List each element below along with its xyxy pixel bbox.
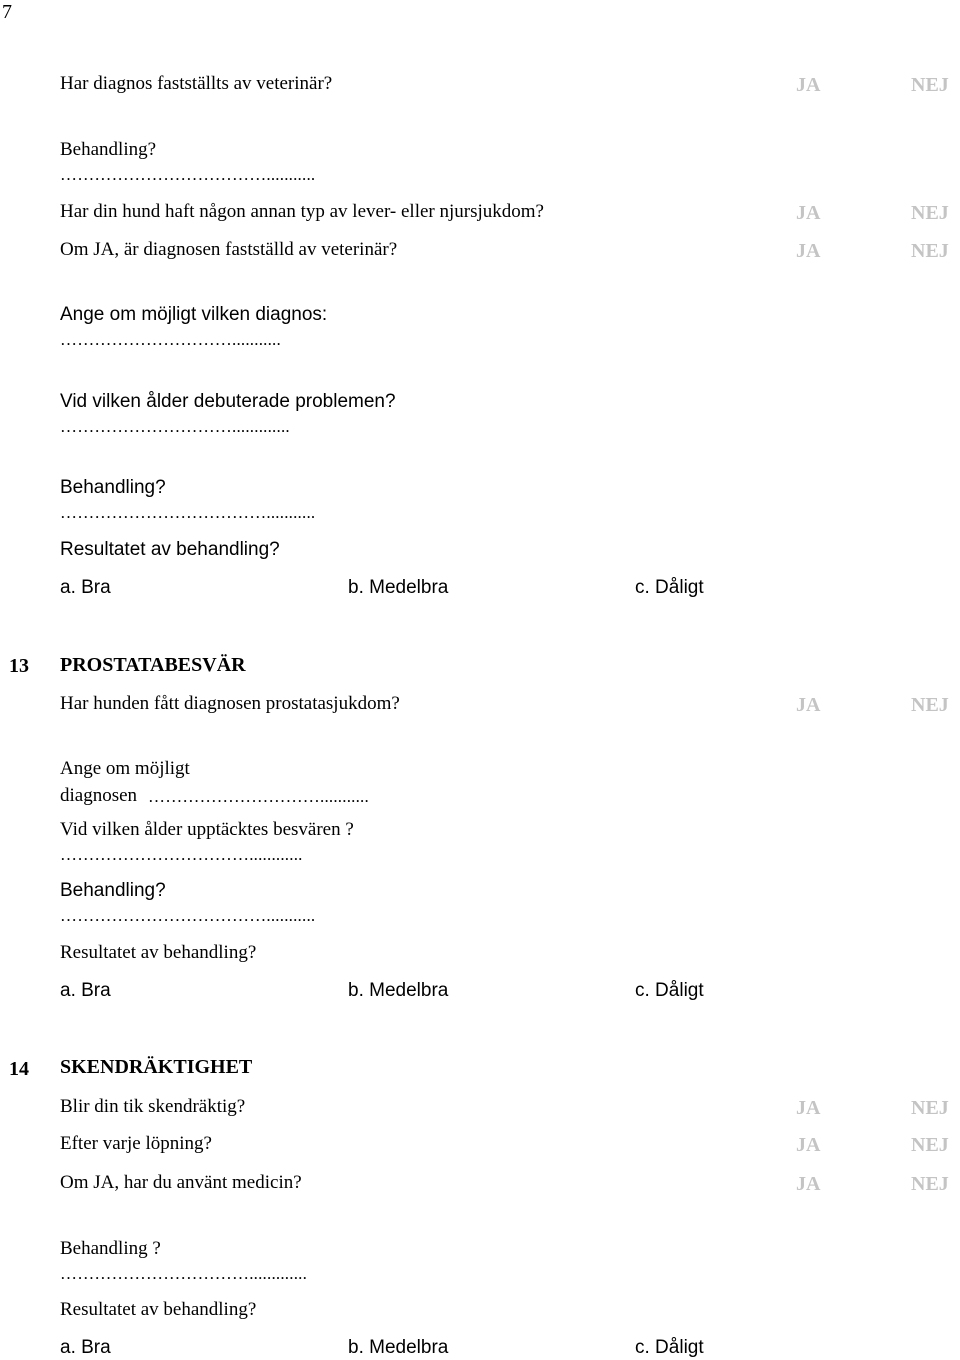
diagnosis-prompt: Ange om möjligt	[60, 758, 190, 779]
yes-option[interactable]: JA	[796, 202, 821, 224]
no-option[interactable]: NEJ	[911, 1173, 949, 1195]
treatment-answer-line[interactable]: …………………………….............	[60, 1264, 308, 1283]
section-number: 14	[9, 1058, 29, 1080]
treatment-label: Behandling ?	[60, 1238, 161, 1259]
result-option-bad[interactable]: c. Dåligt	[635, 1337, 704, 1358]
yes-option[interactable]: JA	[796, 1173, 821, 1195]
onset-age-answer-line[interactable]: ………………………….............	[60, 417, 290, 436]
result-option-good[interactable]: a. Bra	[60, 577, 111, 598]
result-option-medium[interactable]: b. Medelbra	[348, 980, 449, 1001]
no-option[interactable]: NEJ	[911, 1097, 949, 1119]
yes-option[interactable]: JA	[796, 1134, 821, 1156]
treatment-result-prompt: Resultatet av behandling?	[60, 1299, 257, 1320]
diagnosis-prompt: Ange om möjligt vilken diagnos:	[60, 304, 328, 325]
treatment-answer-line[interactable]: ………………………………...........	[60, 503, 316, 522]
no-option[interactable]: NEJ	[911, 1134, 949, 1156]
no-option[interactable]: NEJ	[911, 240, 949, 262]
yes-option[interactable]: JA	[796, 694, 821, 716]
diagnosis-answer-line[interactable]: …………………………...........	[60, 330, 281, 349]
yes-option[interactable]: JA	[796, 240, 821, 262]
question-false-pregnancy: Blir din tik skendräktig?	[60, 1096, 246, 1117]
treatment-label: Behandling?	[60, 139, 157, 160]
question-after-each-heat: Efter varje löpning?	[60, 1133, 212, 1154]
question-prostate-diagnosis: Har hunden fått diagnosen prostatasjukdom?	[60, 693, 400, 714]
section-number: 13	[9, 655, 29, 677]
result-option-medium[interactable]: b. Medelbra	[348, 577, 449, 598]
yes-option[interactable]: JA	[796, 74, 821, 96]
page-number: 7	[2, 1, 12, 23]
result-option-bad[interactable]: c. Dåligt	[635, 577, 704, 598]
result-option-good[interactable]: a. Bra	[60, 980, 111, 1001]
question-diagnosis-by-vet: Har diagnos fastställts av veterinär?	[60, 73, 333, 94]
diagnosis-prompt-continued: diagnosen	[60, 785, 138, 806]
no-option[interactable]: NEJ	[911, 202, 949, 224]
treatment-label: Behandling?	[60, 477, 166, 498]
result-option-medium[interactable]: b. Medelbra	[348, 1337, 449, 1358]
result-option-bad[interactable]: c. Dåligt	[635, 980, 704, 1001]
discovery-age-prompt: Vid vilken ålder upptäcktes besvären ?	[60, 819, 354, 840]
diagnosis-answer-line[interactable]: …………………………...........	[148, 787, 369, 806]
section-title: PROSTATABESVÄR	[60, 654, 246, 676]
question-other-liver-kidney-disease: Har din hund haft någon annan typ av lever- eller njursjukdom?	[60, 201, 544, 222]
no-option[interactable]: NEJ	[911, 694, 949, 716]
treatment-answer-line[interactable]: ………………………………...........	[60, 906, 316, 925]
question-used-medicine: Om JA, har du använt medicin?	[60, 1172, 302, 1193]
yes-option[interactable]: JA	[796, 1097, 821, 1119]
question-diagnosis-confirmed: Om JA, är diagnosen fastställd av veterinär?	[60, 239, 398, 260]
treatment-label: Behandling?	[60, 880, 166, 901]
treatment-result-prompt: Resultatet av behandling?	[60, 539, 280, 560]
treatment-result-prompt: Resultatet av behandling?	[60, 942, 257, 963]
result-option-good[interactable]: a. Bra	[60, 1337, 111, 1358]
onset-age-prompt: Vid vilken ålder debuterade problemen?	[60, 391, 396, 412]
treatment-answer-line[interactable]: ………………………………...........	[60, 165, 316, 184]
discovery-age-answer-line[interactable]: ……………………………............	[60, 845, 303, 864]
section-title: SKENDRÄKTIGHET	[60, 1056, 253, 1078]
no-option[interactable]: NEJ	[911, 74, 949, 96]
